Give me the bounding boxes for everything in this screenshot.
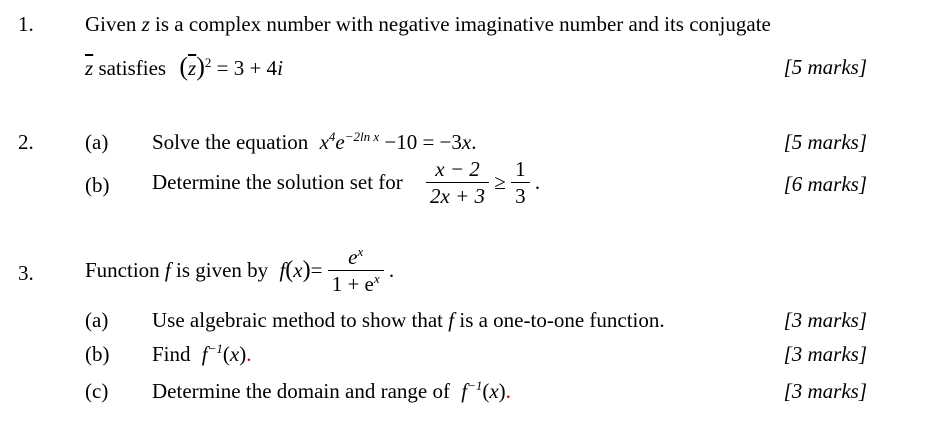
q2a-equation: $x^4e^{-2ln x}$	[319, 129, 380, 154]
q1-equation: $(\overline{z})^2 = 3 + 4i$	[179, 52, 283, 81]
q1-marks-text: [5 marks]	[783, 55, 867, 79]
q3b-marks-text: [3 marks]	[783, 342, 867, 366]
q2b-label: (b)	[85, 173, 110, 197]
q3-fname: f	[164, 258, 171, 282]
q2a-marks-text: [5 marks]	[783, 130, 867, 154]
q2a-end: .	[471, 130, 477, 154]
q3b-label: (b)	[85, 342, 110, 366]
q3c-text: Determine the domain and range of	[152, 379, 450, 403]
q2b-marks	[784, 172, 867, 197]
q2b-text: Determine the solution set for	[152, 170, 403, 194]
q2a-marks	[784, 130, 867, 155]
q1-text-satisfies: satisfies	[98, 56, 167, 80]
q2a-line: Solve the equation $x^4e^{-2ln x} -10 = -3x$.	[152, 129, 477, 154]
q2b-lhs-fraction	[426, 156, 489, 209]
q2b-rhs-numerator: 1	[515, 157, 526, 181]
q3b-line: Find $f^{-1}(x)$.	[152, 341, 252, 366]
q1-eq-rhs: = 3 + 4	[216, 56, 278, 80]
q1-text-description: is a complex number with negative imaginative number and its conjugate	[155, 12, 771, 36]
q2b-line	[152, 156, 540, 209]
q1-line-1	[85, 12, 771, 37]
q3a-marks-text: [3 marks]	[783, 308, 867, 332]
q1-eq-imag-unit: i	[277, 56, 283, 80]
q3a-marks	[784, 308, 867, 333]
q3-f-of-x: f	[279, 258, 286, 282]
q2b-lhs-denominator: 2x + 3	[426, 182, 489, 209]
q2b-end: .	[534, 170, 541, 194]
q2b-rhs-denominator: 3	[511, 182, 530, 209]
q3c-line: Determine the domain and range of $f^{-1}(x)$.	[152, 378, 511, 403]
q3c-f-inverse: $f^{-1}$	[461, 378, 483, 403]
q3-text-given-by: is given by	[176, 258, 269, 282]
q2b-rhs-fraction	[511, 156, 530, 209]
q3-fraction: $\frac{e^x}{1 + e^x}$	[328, 244, 384, 297]
q3c-marks	[784, 379, 867, 404]
q3a-label: (a)	[85, 308, 109, 332]
q1-conjugate-z: $\overline{z}$	[85, 56, 94, 80]
q3b-marks	[784, 342, 867, 367]
q3a-line	[152, 308, 665, 333]
q1-var-z: z	[141, 12, 150, 36]
q3a-text-end: is a one-to-one function.	[459, 308, 665, 332]
q2b-relation: ≥	[494, 170, 506, 194]
q2b-marks-text: [6 marks]	[783, 172, 867, 196]
q3-intro: Function f is given by f(x)= $\frac{e^x}{1 + e^x}$ .	[85, 244, 395, 296]
q1-marks	[784, 55, 867, 80]
q2a-eq-rhs: −10 = −3	[384, 130, 462, 154]
question-number-3: 3.	[18, 261, 34, 285]
q3b-f-inverse: $f^{-1}$	[201, 341, 223, 366]
q2b-lhs-numerator: x − 2	[435, 157, 480, 181]
q2a-text: Solve the equation	[152, 130, 309, 154]
q3a-text: Use algebraic method to show that	[152, 308, 444, 332]
q1-text-given: Given	[85, 12, 137, 36]
q3c-marks-text: [3 marks]	[783, 379, 867, 403]
q3-frac-denominator: 1 + e	[331, 272, 374, 296]
q2a-label: (a)	[85, 130, 109, 154]
question-number-2: 2.	[18, 130, 34, 154]
q3-text-function: Function	[85, 258, 160, 282]
q1-eq-conjugate-z: $\overline{z}$	[188, 56, 197, 80]
q3a-fname: f	[448, 308, 455, 332]
q1-line-2	[85, 52, 283, 82]
q3b-text: Find	[152, 342, 191, 366]
q3c-label: (c)	[85, 379, 109, 403]
question-number-1: 1.	[18, 12, 34, 36]
